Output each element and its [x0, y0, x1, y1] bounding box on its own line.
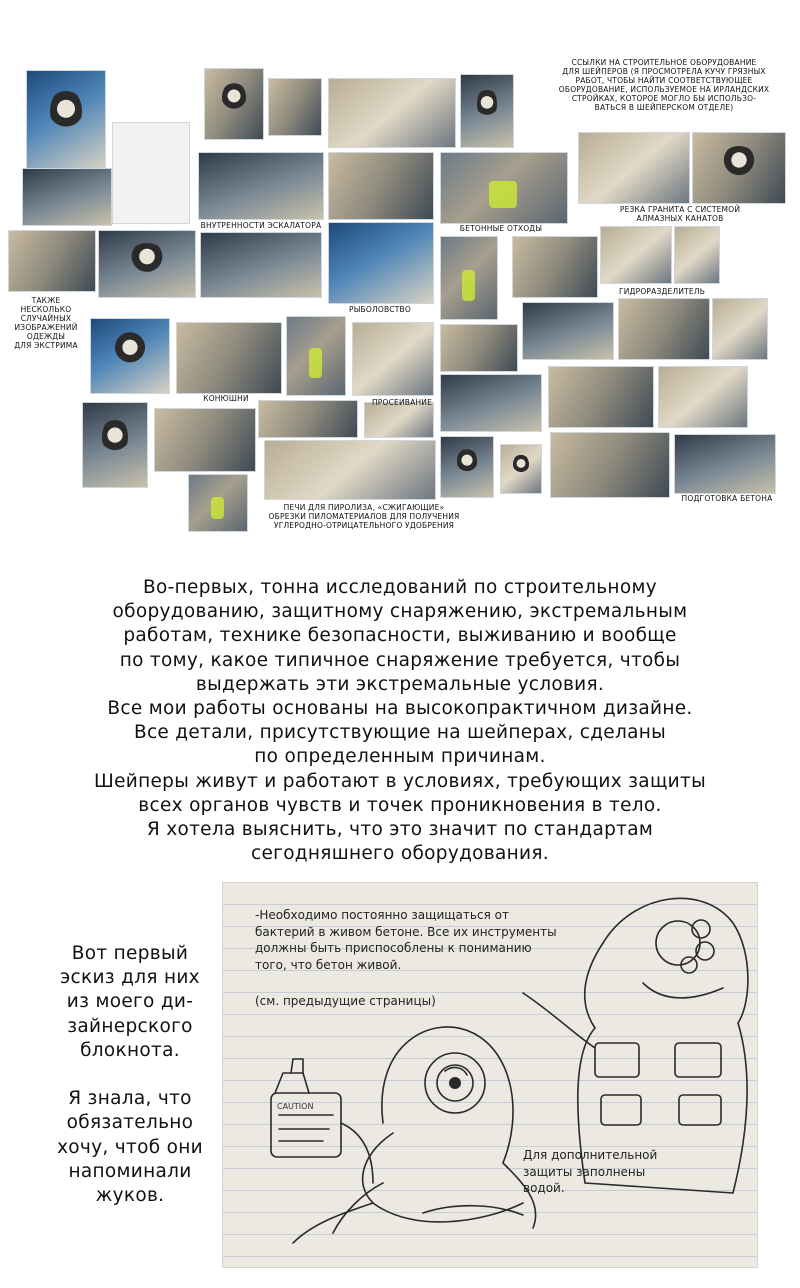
side-paragraph: Вот первый эскиз для них из моего ди- зайнерского блокнота. Я знала, что обязательно хочу, чтоб они напоминали жуков.: [57, 943, 203, 1207]
reference-photo: [112, 122, 190, 224]
reference-photo: [712, 298, 768, 360]
caption-references: ССЫЛКИ НА СТРОИТЕЛЬНОЕ ОБОРУДОВАНИЕ ДЛЯ ШЕЙПЕРОВ (Я ПРОСМОТРЕЛА КУЧУ ГРЯЗНЫХ РАБОТ, ЧТОБЫ НАЙТИ СООТВЕТСТВУЮЩЕЕ ОБОРУДОВАНИЕ, ИСПОЛЬЗУЕМОЕ НА ИРЛАНДСКИХ СТРОЙКАХ, КОТОРОЕ МОГЛО БЫ ИСПОЛЬЗО- ВАТЬСЯ В ШЕЙПЕРСКОМ ОТДЕЛЕ): [558, 58, 770, 112]
caption-pyrolysis: ПЕЧИ ДЛЯ ПИРОЛИЗА, «СЖИГАЮЩИЕ» ОБРЕЗКИ ПИЛОМАТЕРИАЛОВ ДЛЯ ПОЛУЧЕНИЯ УГЛЕРОДНО-ОТРИЦАТЕЛЬНОГО УДОБРЕНИЯ: [268, 503, 460, 530]
reference-photo: [268, 78, 322, 136]
reference-photo: [440, 236, 498, 320]
reference-photo: [204, 68, 264, 140]
reference-photo: [26, 70, 106, 170]
reference-photo: [286, 316, 346, 396]
reference-photo: [522, 302, 614, 360]
caption-stables: КОНЮШНИ: [203, 394, 249, 403]
reference-photo: [658, 366, 748, 428]
reference-photo: [22, 168, 112, 226]
reference-photo: [440, 436, 494, 498]
reference-photo: [328, 78, 456, 148]
caption-extreme: ТАКЖЕ НЕСКОЛЬКО СЛУЧАЙНЫХ ИЗОБРАЖЕНИЙ ОДЕЖДЫ ДЛЯ ЭКСТРИМА: [14, 296, 78, 350]
notebook-note-water: Для дополнительной защиты заполнены водой.: [523, 1148, 658, 1195]
reference-photo: [328, 222, 434, 304]
reference-photo: [82, 402, 148, 488]
caption-granite: РЕЗКА ГРАНИТА С СИСТЕМОЙ АЛМАЗНЫХ КАНАТОВ: [619, 205, 741, 223]
reference-photo: [154, 408, 256, 472]
reference-photo: [692, 132, 786, 204]
reference-photo: [264, 440, 436, 500]
notebook-note-bacteria: -Необходимо постоянно защищаться от бактерий в живом бетоне. Все их инструменты должны быть приспособлены к пониманию того, что бетон живой.: [255, 908, 557, 972]
notebook-note-previous-pages: (см. предыдущие страницы): [255, 994, 436, 1008]
reference-photo: [8, 230, 96, 292]
reference-photo: [550, 432, 670, 498]
caption-sifting: ПРОСЕИВАНИЕ: [371, 398, 433, 407]
reference-photo: [600, 226, 672, 284]
reference-photo: [674, 434, 776, 494]
sketchbook-page: [222, 882, 758, 1268]
reference-photo: [548, 366, 654, 428]
reference-photo: [176, 322, 282, 394]
caption-escalator: ВНУТРЕННОСТИ ЭСКАЛАТОРА: [200, 221, 322, 230]
reference-photo: [674, 226, 720, 284]
reference-photo: [188, 474, 248, 532]
reference-photo: [440, 152, 568, 224]
reference-photo: [440, 324, 518, 372]
reference-photo: [352, 322, 434, 396]
canister-caution-label: CAUTION: [277, 1102, 314, 1111]
caption-concrete-prep: ПОДГОТОВКА БЕТОНА: [681, 494, 773, 503]
reference-photo: [440, 374, 542, 432]
reference-photo: [364, 402, 434, 438]
reference-photo: [460, 74, 514, 148]
reference-photo: [618, 298, 710, 360]
reference-photo: [578, 132, 690, 204]
reference-photo: [328, 152, 434, 220]
main-paragraph: Во-первых, тонна исследований по строительному оборудованию, защитному снаряжению, экстремальным работам, технике безопасности, выживанию и вообще по тому, какое типичное снаряжение требуется, чтобы выдержать эти экстремальные условия. Все мои работы основаны на высокопрактичном дизайне. Все детали, присутствующие на шейперах, сделаны по определенным причинам. Шейперы живут и работают в условиях, требующих защиты всех органов чувств и точек проникновения в тело. Я хотела выяснить, что это значит по стандартам сегодняшнего оборудования.: [94, 577, 706, 865]
caption-fishing: РЫБОЛОВСТВО: [349, 305, 411, 314]
reference-photo: [200, 232, 322, 298]
reference-photo: [512, 236, 598, 298]
reference-photo: [90, 318, 170, 394]
reference-photo: [198, 152, 324, 220]
reference-photo: [500, 444, 542, 494]
reference-photo: [258, 400, 358, 438]
caption-hydro: ГИДРОРАЗДЕЛИТЕЛЬ: [618, 287, 706, 296]
reference-photo: [98, 230, 196, 298]
caption-concrete-waste: БЕТОННЫЕ ОТХОДЫ: [459, 224, 543, 233]
